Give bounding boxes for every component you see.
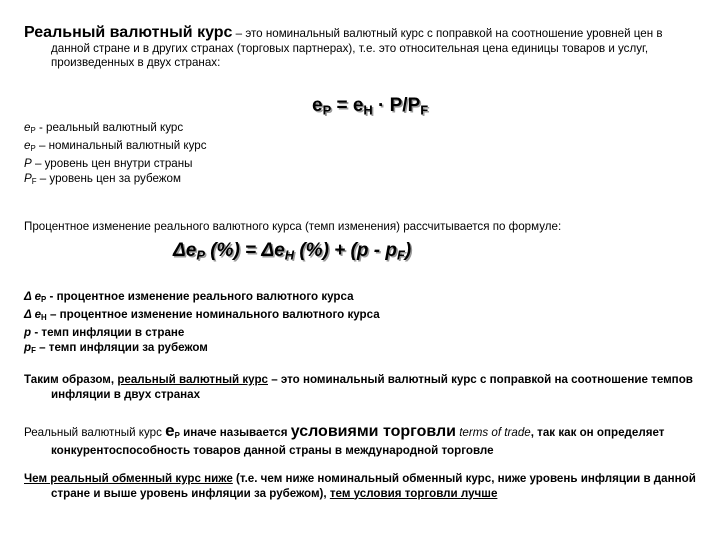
- percent-change-intro: [24, 220, 696, 235]
- percent-change-formula: [173, 240, 411, 267]
- conclusion-paragraph: [24, 373, 696, 402]
- definition-line: [24, 121, 696, 139]
- last-lead: Чем реальный обменный курс ниже: [24, 472, 233, 485]
- tot-mid: иначе называется: [179, 426, 291, 439]
- conclusion-term: реальный валютный курс: [117, 373, 268, 386]
- definition-line: [24, 157, 696, 172]
- terms-of-trade-paragraph: [24, 421, 696, 458]
- def-text: – номинальный валютный курс: [35, 139, 207, 152]
- definition2-line: [24, 326, 696, 341]
- definitions2-list: [24, 290, 696, 359]
- def2-symbol: Δ e: [24, 308, 42, 321]
- definition2-line: [24, 290, 696, 308]
- def-text: – уровень цен за рубежом: [36, 171, 181, 185]
- def2-symbol: p: [24, 326, 32, 339]
- tot-post: , так как он определяет конкурентоспособность товаров данной страны в международной торговле: [51, 426, 665, 457]
- tot-symbol-sub: P: [174, 431, 180, 441]
- formula2-part2: (%) = Δe: [204, 240, 285, 261]
- def-subscript: F: [31, 177, 37, 186]
- def2-symbol: Δ e: [24, 290, 42, 303]
- intro-text: – это номинальный валютный курс с поправкой на соотношение уровней цен в данной стране и в других странах (торговых партнерах), т.е. это относительная цена единицы товаров и услуг, произведенных в двух странах:: [51, 27, 663, 69]
- formula1-rhs-sub: F: [420, 102, 429, 118]
- def-text: - реальный валютный курс: [35, 121, 184, 134]
- def-symbol: e: [24, 139, 31, 152]
- conclusion-pre: Таким образом,: [24, 373, 118, 386]
- formula2-part1: Δe: [173, 240, 197, 261]
- def2-text: – темп инфляции за рубежом: [35, 340, 208, 354]
- def-symbol: P: [24, 171, 32, 185]
- def2-text: - процентное изменение реального валютного курса: [46, 290, 354, 303]
- def2-symbol: p: [24, 340, 32, 354]
- last-tail: тем условия торговли лучше: [329, 486, 498, 500]
- formula1-lhs: e: [312, 95, 323, 116]
- conclusion-post: – это номинальный валютный курс с поправкой на соотношение темпов инфляции в двух странах: [51, 373, 693, 401]
- formula1-rhs: · P/P: [372, 95, 421, 116]
- intro-paragraph: [24, 26, 696, 71]
- intro-term: Реальный валютный курс: [24, 24, 233, 41]
- tot-symbol: e: [165, 421, 175, 440]
- def2-text: – процентное изменение номинального валютного курса: [46, 308, 380, 321]
- definitions-list: [24, 121, 696, 190]
- def2-subscript: P: [41, 295, 47, 305]
- formula2-sub1: P: [196, 247, 205, 263]
- def-subscript: P: [30, 126, 36, 136]
- formula1-mid-sub: H: [363, 102, 373, 118]
- tot-term: условиями торговли: [290, 423, 456, 440]
- last-paragraph: [24, 472, 696, 501]
- tot-english-term: terms of trade: [455, 426, 531, 439]
- definition-line: [24, 172, 696, 190]
- tot-pre: Реальный валютный курс: [24, 426, 166, 439]
- last-mid: (т.е. чем ниже номинальный обменный курс, ниже уровень инфляции в данной стране и выше уровень инфляции за рубежом),: [51, 472, 696, 500]
- formula1-mid: = e: [331, 95, 364, 116]
- formula1-lhs-sub: P: [322, 102, 332, 118]
- def-symbol: P: [24, 157, 32, 170]
- real-exchange-rate-formula: [312, 95, 428, 122]
- formula2-part4: ): [404, 240, 412, 261]
- formula2-sub3: F: [396, 247, 405, 263]
- formula2-sub2: H: [284, 247, 295, 263]
- definition-line: [24, 139, 696, 157]
- def-text: – уровень цен внутри страны: [31, 157, 193, 170]
- percent-intro-text: Процентное изменение реального валютного курса (темп изменения) рассчитывается по формуле:: [24, 220, 562, 233]
- def-subscript: P: [30, 144, 36, 154]
- def2-subscript: H: [41, 313, 47, 323]
- definition2-line: [24, 308, 696, 326]
- definition2-line: [24, 341, 696, 359]
- formula2-part3: (%) + (p - p: [294, 240, 397, 261]
- def-symbol: e: [24, 121, 31, 134]
- def2-subscript: F: [31, 346, 36, 355]
- def2-text: - темп инфляции в стране: [31, 326, 185, 339]
